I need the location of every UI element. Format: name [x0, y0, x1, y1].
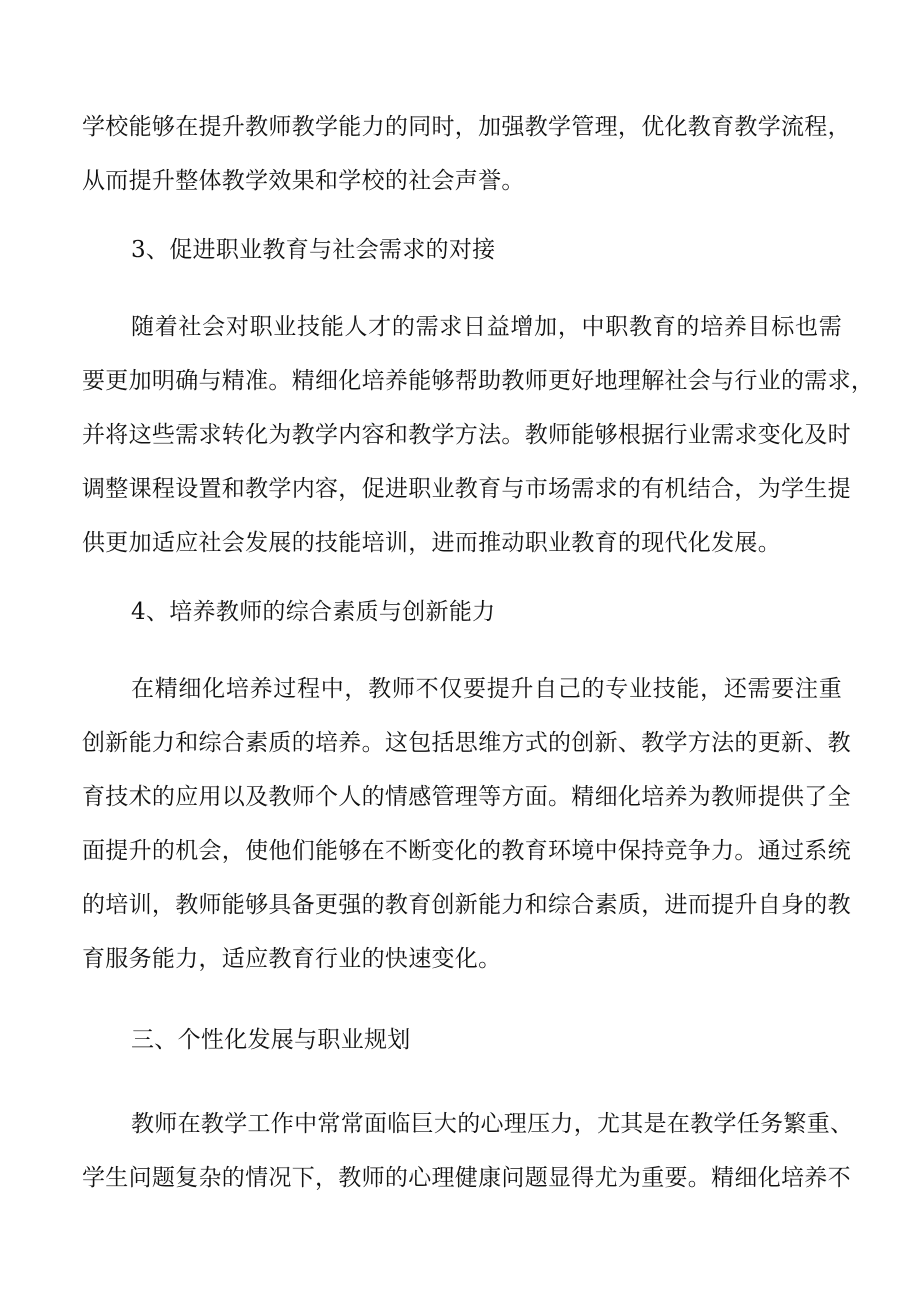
paragraph-line: 学校能够在提升教师教学能力的同时，加强教学管理，优化教育教学流程，	[82, 114, 851, 140]
paragraph-line: 学生问题复杂的情况下，教师的心理健康问题显得尤为重要。精细化培养不	[82, 1165, 851, 1191]
paragraph-line: 育服务能力，适应教育行业的快速变化。	[82, 946, 502, 972]
paragraph-line: 面提升的机会，使他们能够在不断变化的教育环境中保持竞争力。通过系统	[82, 838, 851, 864]
paragraph-line: 随着社会对职业技能人才的需求日益增加，中职教育的培养目标也需	[131, 314, 842, 340]
section-heading: 4、培养教师的综合素质与创新能力	[131, 599, 496, 625]
paragraph-line: 并将这些需求转化为教学内容和教学方法。教师能够根据行业需求变化及时	[82, 422, 851, 448]
paragraph-line: 创新能力和综合素质的培养。这包括思维方式的创新、教学方法的更新、教	[82, 730, 851, 756]
paragraph-line: 在精细化培养过程中，教师不仅要提升自己的专业技能，还需要注重	[131, 676, 842, 702]
section-heading: 3、促进职业教育与社会需求的对接	[131, 237, 496, 263]
paragraph-line: 要更加明确与精准。精细化培养能够帮助教师更好地理解社会与行业的需求，	[82, 368, 875, 394]
paragraph-line: 育技术的应用以及教师个人的情感管理等方面。精细化培养为教师提供了全	[82, 784, 851, 810]
paragraph-line: 供更加适应社会发展的技能培训，进而推动职业教育的现代化发展。	[82, 530, 781, 556]
section-heading: 三、个性化发展与职业规划	[131, 1027, 411, 1053]
paragraph-line: 教师在教学工作中常常面临巨大的心理压力，尤其是在教学任务繁重、	[131, 1111, 854, 1137]
paragraph-line: 从而提升整体教学效果和学校的社会声誉。	[82, 168, 525, 194]
paragraph-line: 的培训，教师能够具备更强的教育创新能力和综合素质，进而提升自身的教	[82, 892, 851, 918]
paragraph-line: 调整课程设置和教学内容，促进职业教育与市场需求的有机结合，为学生提	[82, 476, 851, 502]
